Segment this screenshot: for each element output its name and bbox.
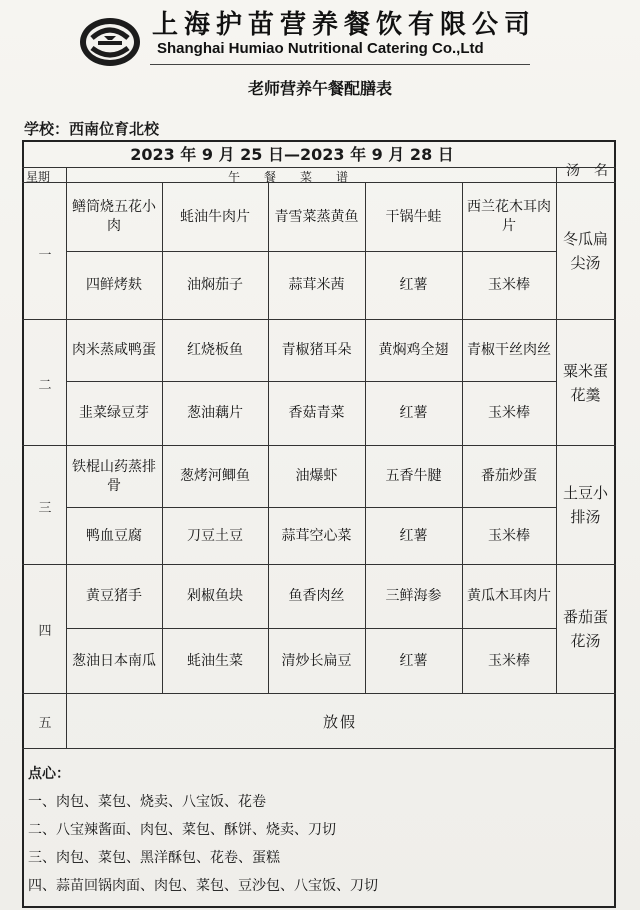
dish-cell: 刀豆土豆 <box>187 527 243 544</box>
dish-cell: 玉米棒 <box>488 527 530 544</box>
dish-cell: 铁棍山药蒸排骨 <box>72 458 156 494</box>
snack-item: 三、肉包、菜包、黑洋酥包、花卷、蛋糕 <box>28 850 280 866</box>
dish-cell: 蒜茸空心菜 <box>281 527 352 544</box>
soup-cell: 冬瓜扁尖汤 <box>562 230 608 272</box>
dish-cell: 四鲜烤麸 <box>86 277 142 293</box>
dish-cell: 青雪菜蒸黄鱼 <box>274 208 359 225</box>
dish-cell: 红薯 <box>399 652 428 669</box>
document-title: 老师营养午餐配膳表 <box>247 79 392 98</box>
dish-cell: 清炒长扁豆 <box>281 652 352 669</box>
dish-cell: 香菇青菜 <box>288 405 345 421</box>
company-name-en: Shanghai Humiao Nutritional Catering Co.,Ltd <box>157 40 484 57</box>
dish-cell: 西兰花木耳肉片 <box>467 199 551 234</box>
snack-item: 四、蒜苗回锅肉面、肉包、菜包、豆沙包、八宝饭、刀切 <box>28 878 378 894</box>
dish-cell: 红薯 <box>399 527 428 544</box>
dish-cell: 黄焖鸡全翅 <box>378 342 449 358</box>
dish-cell: 鱼香肉丝 <box>288 588 345 604</box>
dish-cell: 鳝筒烧五花小肉 <box>72 199 156 234</box>
dish-cell: 蚝油生菜 <box>187 652 243 669</box>
dish-cell: 油爆虾 <box>295 468 338 484</box>
dish-cell: 韭菜绿豆芽 <box>79 405 149 421</box>
snack-item: 二、八宝辣酱面、肉包、菜包、酥饼、烧卖、刀切 <box>28 822 336 838</box>
snack-title: 点心： <box>28 766 70 782</box>
day-label: 三 <box>38 501 52 516</box>
dish-cell: 蒜茸米茜 <box>288 277 345 293</box>
soup-cell: 土豆小排汤 <box>562 484 608 526</box>
soup-cell: 粟米蛋花羹 <box>562 361 608 404</box>
humiao-logo-icon <box>78 14 142 70</box>
dish-cell: 玉米棒 <box>488 277 530 293</box>
dish-cell: 黄瓜木耳肉片 <box>467 588 551 604</box>
date-range: 2023 年 9 月 25 日—2023 年 9 月 28 日 <box>130 145 454 164</box>
dish-cell: 油焖茄子 <box>187 277 243 293</box>
dish-cell: 葱烤河鲫鱼 <box>180 468 250 484</box>
dish-cell: 葱油藕片 <box>187 405 243 421</box>
dish-cell: 红薯 <box>399 277 428 293</box>
dish-cell: 青椒干丝肉丝 <box>467 342 551 358</box>
dish-cell: 剁椒鱼块 <box>187 588 243 604</box>
dish-cell: 鸭血豆腐 <box>86 527 142 544</box>
company-name-cn: 上海护苗营养餐饮有限公司 <box>152 10 537 40</box>
dish-cell: 三鲜海参 <box>385 588 442 604</box>
day-label: 四 <box>38 624 52 639</box>
table-divider <box>22 748 616 749</box>
day-label: 一 <box>38 248 52 263</box>
dish-cell: 青椒猪耳朵 <box>281 342 352 358</box>
holiday-note: 放假 <box>322 712 357 731</box>
dish-cell: 黄豆猪手 <box>86 588 142 604</box>
day-label: 五 <box>38 716 52 731</box>
soup-cell: 番茄蛋花汤 <box>562 608 608 650</box>
dish-cell: 蚝油牛肉片 <box>180 208 250 225</box>
dish-cell: 葱油日本南瓜 <box>72 652 156 669</box>
snack-item: 一、肉包、菜包、烧卖、八宝饭、花卷 <box>28 794 266 810</box>
dish-cell: 玉米棒 <box>488 405 530 421</box>
header-weekday: 星期 <box>26 170 51 184</box>
header-menu: 午 餐 菜 谱 <box>228 170 349 184</box>
dish-cell: 番茄炒蛋 <box>481 468 537 484</box>
dish-cell: 红烧板鱼 <box>187 342 243 358</box>
header-divider <box>150 64 530 65</box>
dish-cell: 肉米蒸咸鸭蛋 <box>72 342 156 358</box>
dish-cell: 红薯 <box>399 405 428 421</box>
dish-cell: 干锅牛蛙 <box>385 208 442 225</box>
dish-cell: 五香牛腱 <box>385 468 442 484</box>
school-name: 学校：西南位育北校 <box>24 120 160 138</box>
day-label: 二 <box>38 378 52 393</box>
dish-cell: 玉米棒 <box>488 652 530 669</box>
table-divider <box>22 693 616 694</box>
header-soup: 汤 名 <box>566 163 608 179</box>
